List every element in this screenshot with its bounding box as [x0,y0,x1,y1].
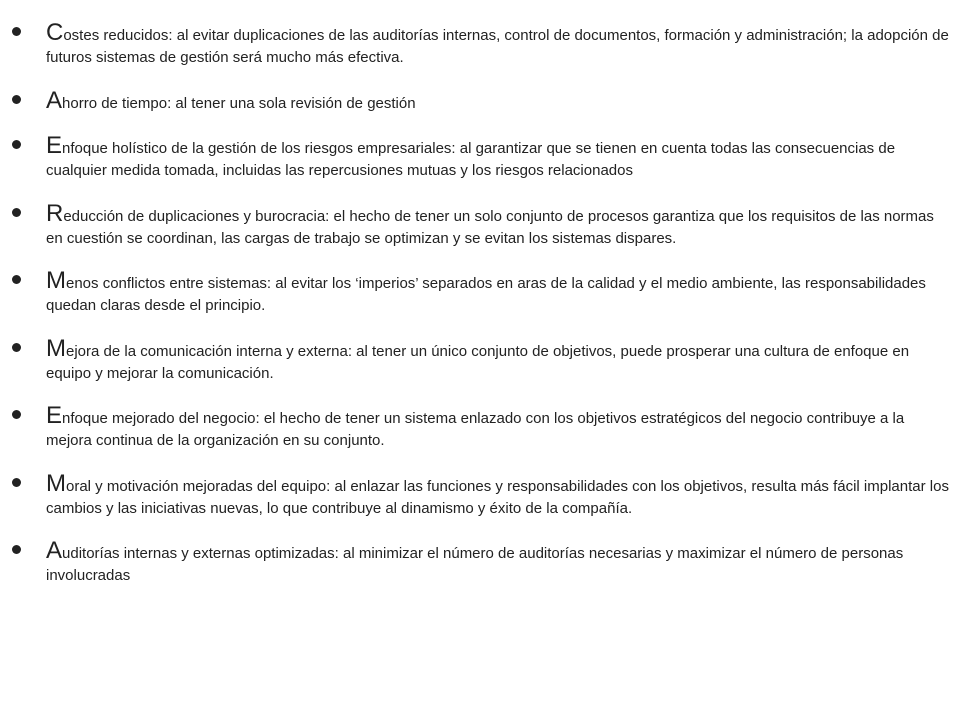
list-item-enfoque-holistico [0,132,960,182]
item-initial: M [46,334,66,362]
item-initial: A [46,86,63,114]
item-text: nfoque mejorado del negocio: el hecho de tener un sistema enlazado con los objetivos estratégicos del negocio contribuye a la mejora continua de la organización en su conjunto. [46,410,905,449]
bullet-dot-icon [12,275,21,284]
list-item-ahorro [0,86,960,115]
list-item-menos-conflictos [0,267,960,317]
item-text: ejora de la comunicación interna y externa: al tener un único conjunto de objetivos, puede prosperar una cultura de enfoque en equipo y mejorar la comunicación. [46,342,910,382]
bullet-dot-icon [12,27,21,36]
list-item-costes [0,19,960,69]
bullet-dot-icon [12,478,21,487]
item-initial: E [46,402,63,429]
bullet-dot-icon [12,140,21,149]
item-text: nfoque holístico de la gestión de los riesgos empresariales: al garantizar que se tienen en cuenta todas las consecuencias de cualquier medida tomada, incluidas las repercusiones mutuas y los riesgos relacionados [46,140,896,179]
item-initial: M [46,469,66,497]
list-item-mejora-comunicacion [0,334,960,385]
item-initial: A [46,537,63,564]
item-text: oral y motivación mejoradas del equipo: al enlazar las funciones y responsabilidades con los objetivos, resulta más fácil implantar los cambios y las iniciativas nuevas, lo que contribuye al dinamismo y éxito de la compañía. [46,477,949,517]
item-text: educción de duplicaciones y burocracia: el hecho de tener un solo conjunto de procesos garantiza que los requisitos de las normas en cuestión se coordinan, las cargas de trabajo se optimizan y se evitan los sistemas dispares. [46,207,934,247]
bullet-dot-icon [12,343,21,352]
bullet-dot-icon [12,410,21,419]
item-initial: M [46,267,66,294]
item-text: enos conflictos entre sistemas: al evitar los ‘imperios’ separados en aras de la calidad y el medio ambiente, las responsabilidades quedan claras desde el principio. [46,275,926,314]
bullet-list [0,19,960,608]
item-initial: E [46,132,63,159]
list-item-enfoque-mejorado [0,402,960,452]
item-initial: R [46,199,64,227]
bullet-dot-icon [12,208,21,217]
list-item-reduccion [0,199,960,250]
item-initial: C [46,19,64,46]
item-text: ostes reducidos: al evitar duplicaciones de las auditorías internas, control de documentos, formación y administración; la adopción de futuros sistemas de gestión será mucho más efectiva. [46,27,949,66]
item-text: horro de tiempo: al tener una sola revisión de gestión [62,94,416,112]
bullet-dot-icon [12,545,21,554]
item-text: uditorías internas y externas optimizadas: al minimizar el número de auditorías necesarias y maximizar el número de personas involucradas [46,545,904,584]
bullet-dot-icon [12,95,21,104]
list-item-moral [0,469,960,520]
list-item-auditorias [0,537,960,587]
